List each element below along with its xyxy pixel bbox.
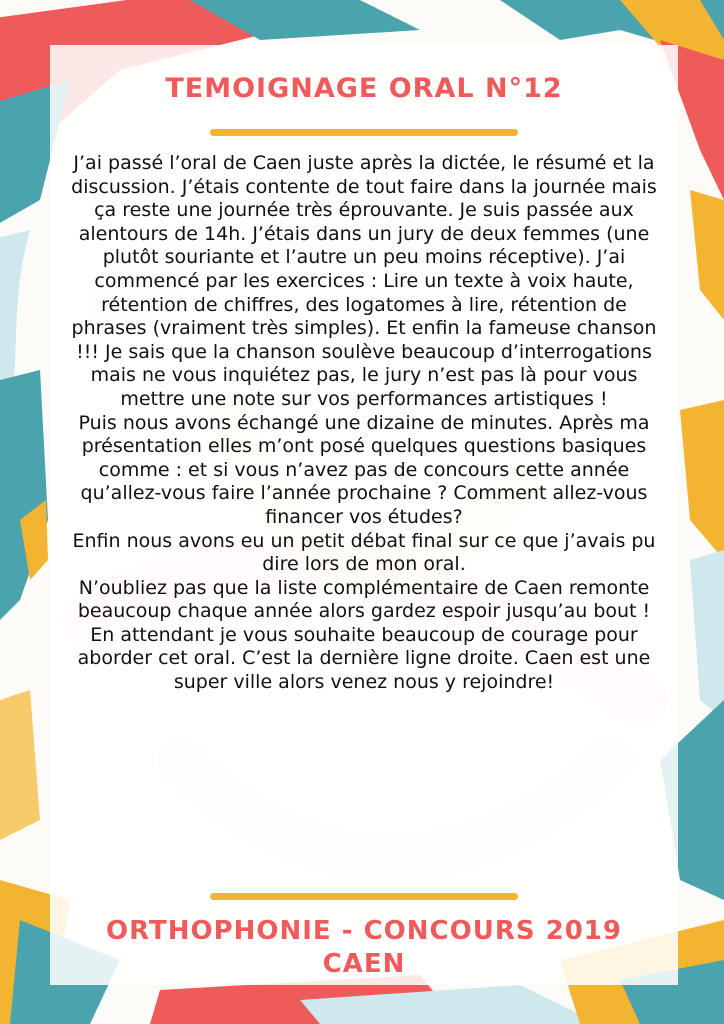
footer-line-2: CAEN [322,949,406,979]
paragraph: J’ai passé l’oral de Caen juste après la dictée, le résumé et la discussion. J’étais contente de tout faire dans la journée mais ça reste une journée très éprouvante. Je suis passée aux alentours de 14h. J’étais dans un jury de deux femmes (une plutôt souriante et l’autre un peu moins réceptive). J’ai commencé par les exercices : Lire un texte à voix haute, rétention de chiffres, des logatomes à lire, rétention de phrases (vraiment très simples). Et enfin la fameuse chanson !!! Je sais que la chanson soulève beaucoup d’interrogations mais ne vous inquiétez pas, le jury n’est pas là pour vous mettre une note sur vos performances artistiques ! [71,152,657,410]
title-underline-stroke [210,129,518,136]
paragraph: Enfin nous avons eu un petit débat final sur ce que j’avais pu dire lors de mon oral. [72,529,656,576]
poster-content [50,45,678,985]
testimony-body [64,152,664,695]
footer-heading [50,915,678,981]
paragraph: Puis nous avons échangé une dizaine de minutes. Après ma présentation elles m’ont posé quelques questions basiques comme : et si vous n’avez pas de concours cette année qu’allez-vous faire l’année prochaine ? Comment allez-vous financer vos études? [78,411,650,528]
paragraph: N’oubliez pas que la liste complémentaire de Caen remonte beaucoup chaque année alors gardez espoir jusqu’au bout ! [77,576,651,623]
footer-line-1: ORTHOPHONIE - CONCOURS 2019 [106,916,622,946]
page-title: TEMOIGNAGE ORAL N°12 [165,73,563,104]
footer-overline-stroke [210,893,518,900]
paragraph: En attendant je vous souhaite beaucoup de courage pour aborder cet oral. C’est la dernière ligne droite. Caen est une super ville alors venez nous y rejoindre! [77,623,651,694]
